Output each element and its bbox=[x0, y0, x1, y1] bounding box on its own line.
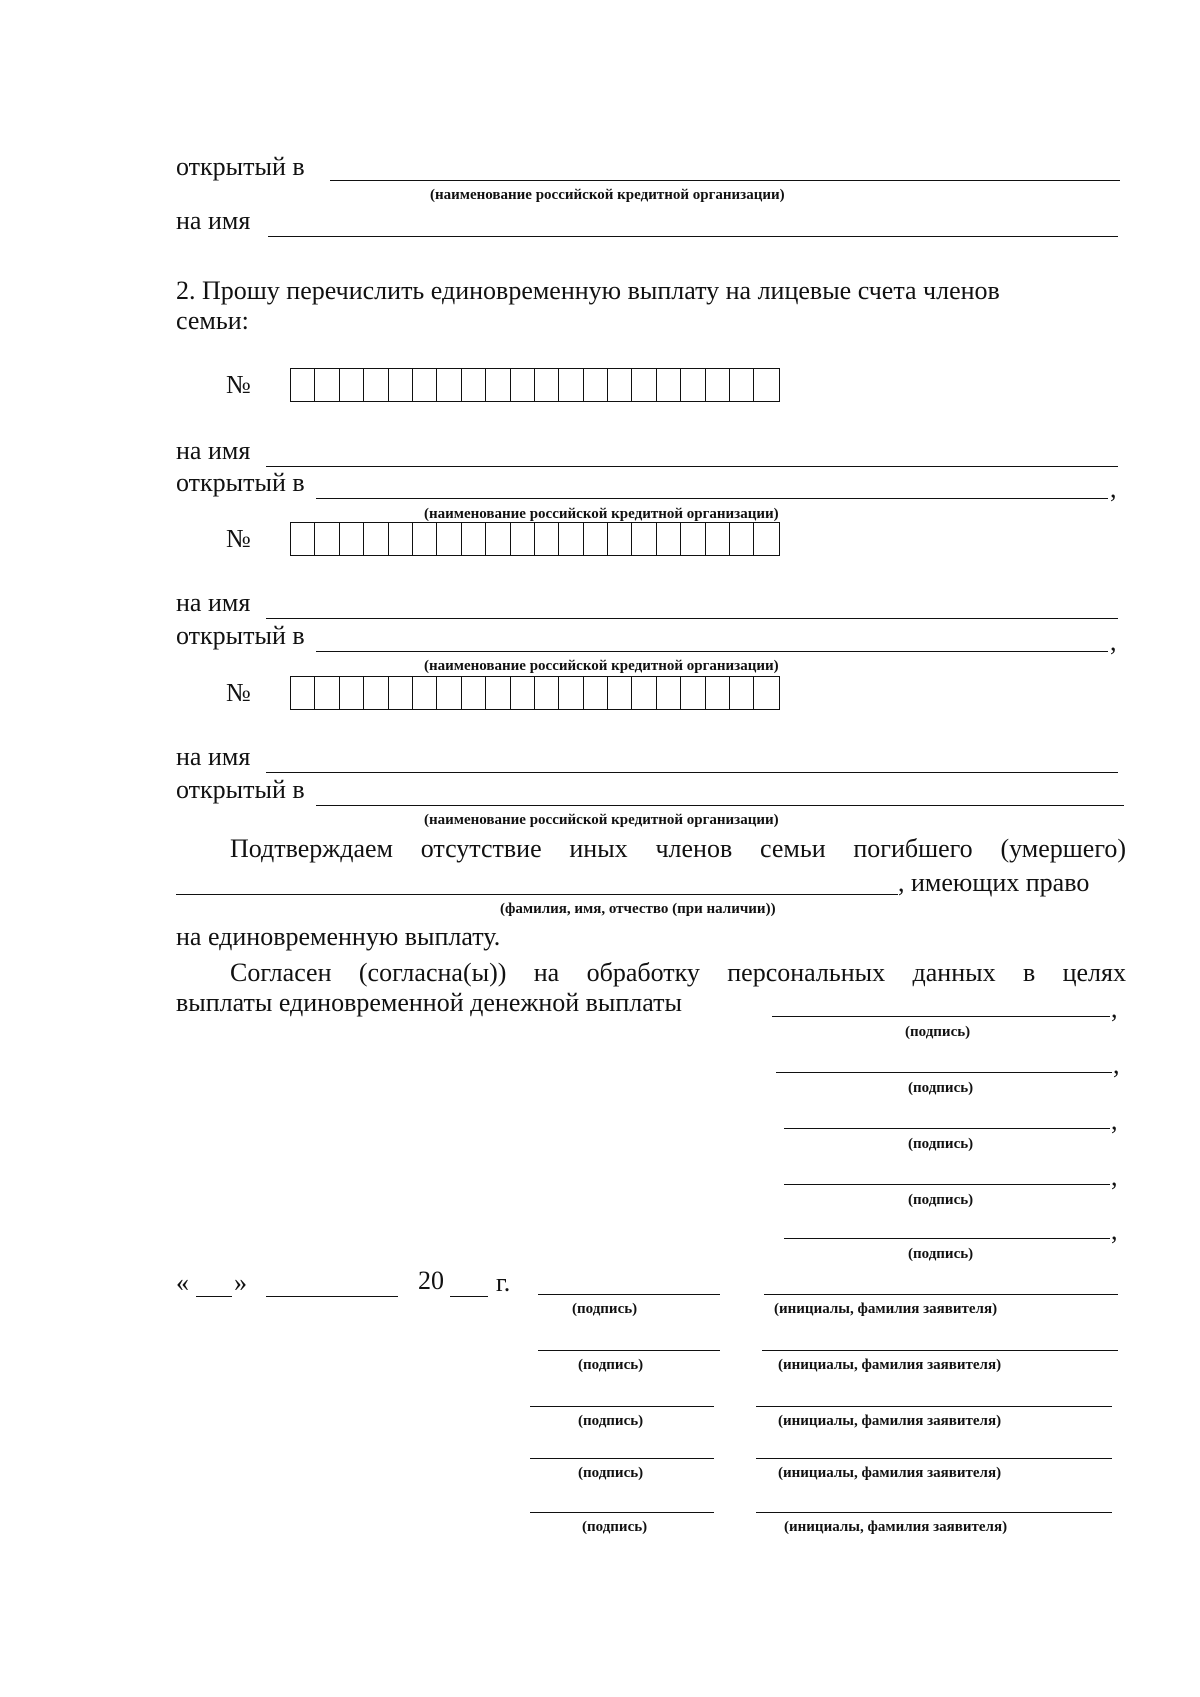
date-open-quote: « bbox=[176, 1268, 189, 1297]
consent-signature-field[interactable] bbox=[776, 1072, 1112, 1073]
comma: , bbox=[1110, 474, 1117, 503]
account-number-boxes[interactable] bbox=[290, 522, 780, 556]
member-name-label: на имя bbox=[176, 588, 251, 617]
comma: , bbox=[1111, 1106, 1118, 1135]
member-bank-caption: (наименование российской кредитной организации) bbox=[424, 812, 779, 828]
member-bank-field[interactable] bbox=[316, 498, 1108, 499]
confirm-line1: Подтверждаем отсутствие иных членов семьи погибшего (умершего) bbox=[230, 834, 1126, 863]
applicant-signature-field[interactable] bbox=[538, 1294, 720, 1295]
applicant-signature-caption: (подпись) bbox=[582, 1519, 648, 1535]
comma: , bbox=[1111, 1216, 1118, 1245]
date-close-quote: » bbox=[234, 1268, 247, 1297]
consent-line1: Согласен (согласна(ы)) на обработку персональных данных в целях bbox=[230, 958, 1126, 987]
account-holder-name-field[interactable] bbox=[268, 236, 1118, 237]
member-opened-in-label: открытый в bbox=[176, 468, 305, 497]
member-bank-field[interactable] bbox=[316, 651, 1108, 652]
signature-caption: (подпись) bbox=[908, 1192, 974, 1208]
member-name-field[interactable] bbox=[266, 466, 1118, 467]
confirm-line3: на единовременную выплату. bbox=[176, 922, 501, 951]
member-name-field[interactable] bbox=[266, 618, 1118, 619]
consent-signature-field[interactable] bbox=[784, 1128, 1110, 1129]
confirm-right-text: , имеющих право bbox=[898, 868, 1090, 897]
applicant-signature-caption: (подпись) bbox=[572, 1301, 638, 1317]
member-name-label: на имя bbox=[176, 742, 251, 771]
member-bank-field[interactable] bbox=[316, 805, 1124, 806]
applicant-signature-caption: (подпись) bbox=[578, 1413, 644, 1429]
applicant-name-field[interactable] bbox=[762, 1350, 1118, 1351]
member-name-field[interactable] bbox=[266, 772, 1118, 773]
section2-heading-line1: 2. Прошу перечислить единовременную выплату на лицевые счета членов bbox=[176, 276, 1000, 305]
date-year-field[interactable] bbox=[450, 1296, 488, 1297]
applicant-signature-field[interactable] bbox=[530, 1458, 714, 1459]
applicant-signature-field[interactable] bbox=[530, 1406, 714, 1407]
applicant-name-field[interactable] bbox=[764, 1294, 1118, 1295]
bank-name-caption: (наименование российской кредитной организации) bbox=[430, 187, 785, 203]
deceased-fio-field[interactable] bbox=[176, 894, 898, 895]
comma: , bbox=[1111, 994, 1118, 1023]
applicant-name-field[interactable] bbox=[756, 1458, 1112, 1459]
bank-name-field[interactable] bbox=[330, 180, 1120, 181]
consent-line2: выплаты единовременной денежной выплаты bbox=[176, 988, 682, 1017]
account-number-label: № bbox=[226, 524, 251, 553]
consent-signature-field[interactable] bbox=[784, 1238, 1110, 1239]
member-bank-caption: (наименование российской кредитной организации) bbox=[424, 658, 779, 674]
account-number-boxes[interactable] bbox=[290, 368, 780, 402]
member-bank-caption: (наименование российской кредитной организации) bbox=[424, 506, 779, 522]
applicant-name-caption: (инициалы, фамилия заявителя) bbox=[778, 1357, 1002, 1373]
consent-signature-field[interactable] bbox=[784, 1184, 1110, 1185]
consent-signature-field[interactable] bbox=[772, 1016, 1110, 1017]
applicant-name-field[interactable] bbox=[756, 1406, 1112, 1407]
account-number-label: № bbox=[226, 370, 251, 399]
applicant-name-caption: (инициалы, фамилия заявителя) bbox=[778, 1413, 1002, 1429]
applicant-name-caption: (инициалы, фамилия заявителя) bbox=[778, 1465, 1002, 1481]
applicant-name-caption: (инициалы, фамилия заявителя) bbox=[784, 1519, 1008, 1535]
signature-caption: (подпись) bbox=[908, 1136, 974, 1152]
member-name-label: на имя bbox=[176, 436, 251, 465]
account-number-boxes[interactable] bbox=[290, 676, 780, 710]
account-number-label: № bbox=[226, 678, 251, 707]
fio-caption: (фамилия, имя, отчество (при наличии)) bbox=[500, 901, 776, 917]
member-opened-in-label: открытый в bbox=[176, 775, 305, 804]
signature-caption: (подпись) bbox=[908, 1246, 974, 1262]
applicant-signature-field[interactable] bbox=[530, 1512, 714, 1513]
signature-caption: (подпись) bbox=[905, 1024, 971, 1040]
applicant-signature-caption: (подпись) bbox=[578, 1357, 644, 1373]
applicant-signature-caption: (подпись) bbox=[578, 1465, 644, 1481]
applicant-signature-field[interactable] bbox=[538, 1350, 720, 1351]
comma: , bbox=[1110, 627, 1117, 656]
date-day-field[interactable] bbox=[196, 1296, 232, 1297]
section2-heading-line2: семьи: bbox=[176, 306, 249, 335]
comma: , bbox=[1111, 1162, 1118, 1191]
member-opened-in-label: открытый в bbox=[176, 621, 305, 650]
date-month-field[interactable] bbox=[266, 1296, 398, 1297]
comma: , bbox=[1113, 1050, 1120, 1079]
date-year-prefix: 20 bbox=[418, 1266, 444, 1295]
date-year-suffix: г. bbox=[496, 1268, 511, 1297]
applicant-name-caption: (инициалы, фамилия заявителя) bbox=[774, 1301, 998, 1317]
applicant-name-field[interactable] bbox=[756, 1512, 1112, 1513]
signature-caption: (подпись) bbox=[908, 1080, 974, 1096]
opened-in-label: открытый в bbox=[176, 152, 305, 181]
name-label: на имя bbox=[176, 206, 251, 235]
